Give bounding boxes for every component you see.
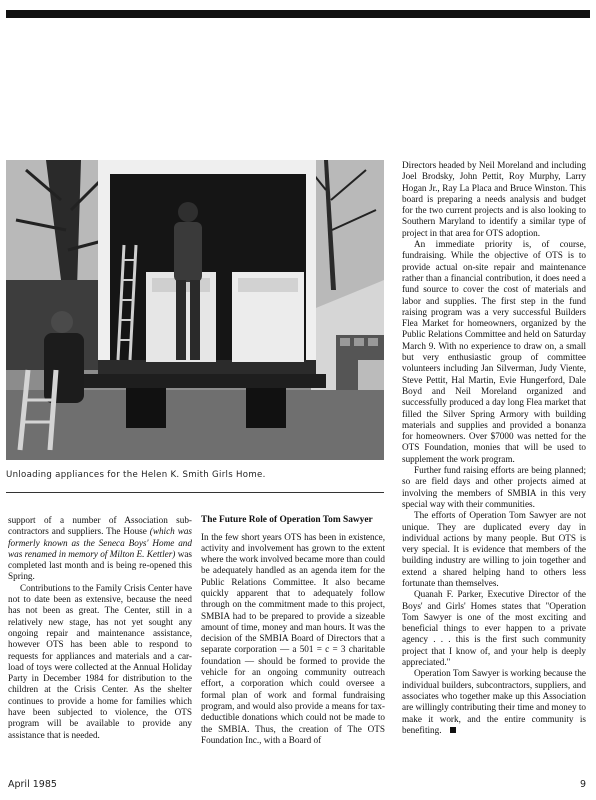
middle-paragraph-1: In the few short years OTS has been in existence, activity and involvement has grown to the extent where the work involved became more than could be adequately handled as an agenda item for the Public Relations Committee. It also became quickly apparent that to adequately follow through on the commitment made to this project, SMBIA had to be prepared to provide a sizeable amount of time, money and man hours. It was the decision of the SMBIA Board of Directors that a separate corporation — a 501 = c = 3 charitable foundation — should be formed to provide the vehicle for an ongoing community outreach effort, a corporation which could oversee a formal plan of work and formal fundraising program, and would also provide a means for tax-deductible donations which could not be made to the SMBIA. Thus, the creation of The OTS Foundation Inc., with a Board of: [201, 531, 385, 745]
right-paragraph-6: [402, 668, 586, 736]
end-of-article-mark: [450, 727, 456, 733]
caption-divider: [6, 492, 384, 493]
left-column: [8, 515, 192, 741]
photo-caption: Unloading appliances for the Helen K. Smith Girls Home.: [6, 470, 266, 480]
right-paragraph-4: The efforts of Operation Tom Sawyer are not unique. They are duplicated every day in individual actions by many people. But OTS is very special. It is evidence that members of the building industry are willing to join together and extend a shared helping hand to others less fortunate than themselves.: [402, 510, 586, 588]
right-paragraph-3: Further fund raising efforts are being planned; so are field days and other projects aimed at involving the members of SMBIA in this very special way with their communities.: [402, 465, 586, 509]
right-paragraph-6-text: Operation Tom Sawyer is working because the individual builders, subcontractors, suppliers, and associates who together make up this Association are willingly contributing their time and money to make it work, and the entire community is benefiting.: [402, 668, 586, 735]
right-column: [402, 160, 586, 736]
left-paragraph-2: Contributions to the Family Crisis Center have not to date been as extensive, because the need has not been as great. The Center, still in a relatively new stage, has not yet sought any ongoing repair and maintenance assistance, however OTS has been able to respond to requests for appliances and materials and a car-load of toys were collected at the Annual Holiday Party in December 1984 for distribution to the children at the Crisis Center. As the shelter continues to provide a home for families which have been subjected to violence, the OTS program will be available to provide any assistance that is needed.: [8, 582, 192, 740]
photo-illustration: [6, 160, 384, 460]
left-paragraph-1-start: support of a number of Association sub-contractors and suppliers. The House: [8, 515, 192, 537]
top-rule: [6, 10, 590, 18]
right-paragraph-1: Directors headed by Neil Moreland and including Joel Brodsky, John Pettit, Roy Murphy, Larry Hogan Jr., Ray La Placa and Bruce Winston. This board is preparing a needs analysis and budget for the two current projects and is also looking to Southern Maryland to identify a similar type of project in that area for OTS adoption.: [402, 160, 586, 238]
left-paragraph-1-end: was completed last month and is being re-opened this Spring.: [8, 548, 192, 582]
left-paragraph-1-italic: (which was formerly known as the Seneca Boys' Home and was renamed in memory of Milton E. Kettler): [8, 526, 192, 559]
left-paragraph-1: [8, 515, 192, 583]
footer-page-number: 9: [579, 779, 586, 790]
middle-column: [201, 515, 385, 746]
right-paragraph-5: Quanah F. Parker, Executive Director of the Boys' and Girls' Homes states that "Operation Tom Sawyer is one of the most exciting and beneficial things to ever happen to a private agency . . . this is the first such community project that I know of, and your help is deeply appreciated.": [402, 589, 586, 668]
truck-unloading-photo: [6, 160, 384, 460]
section-heading: The Future Role of Operation Tom Sawyer: [201, 515, 373, 525]
right-paragraph-2: An immediate priority is, of course, fundraising. While the objective of OTS is to provide actual on-site repair and maintenance rather than a financial contribution, it does need a fund source to cover the cost of materials and labor and supplies. The first step in the fund raising program was a very successful Builders Flea Market for homeowners, organized by the Public Relations Committee and held on Saturday March 9. With no experience to draw on, a small but very enthusiastic group of committee volunteers including Jan Silverman, Judy Viente, Steve Pettit, Hal Martin, Evie Hungerford, Dale Boyd and Neil Moreland organized and successfully produced a day long Flea market that filled the Silver Spring Armory with building materials and supplies and provided a bonanza for homeowners. Over $7000 was netted for the OTS Foundation, monies that will be used to supplement the work program.: [402, 239, 586, 464]
footer-date: April 1985: [8, 779, 57, 790]
